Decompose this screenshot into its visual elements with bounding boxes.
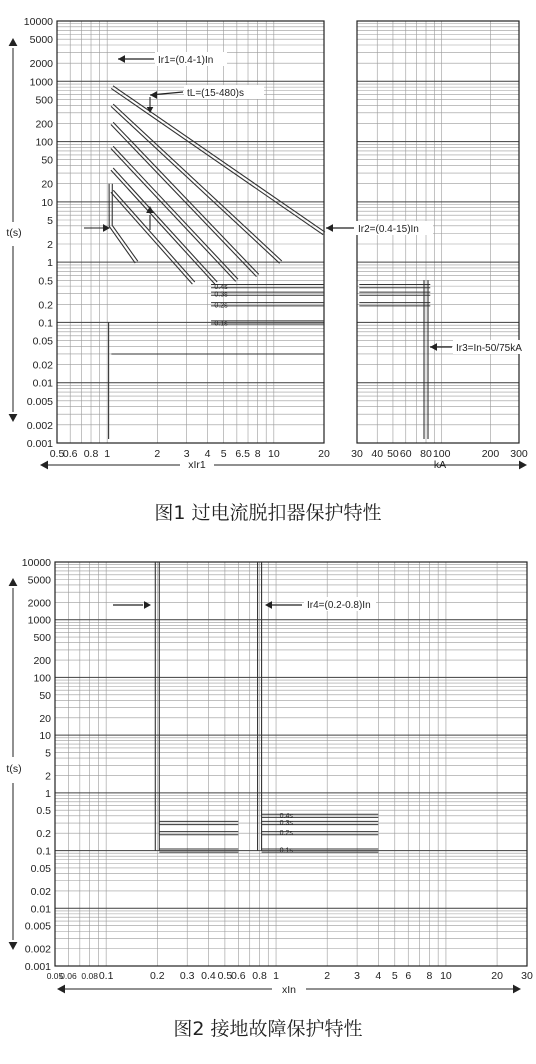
y-tick-label: 0.02: [30, 885, 51, 898]
delay-label: 0.3s: [214, 291, 228, 299]
annotation-ir2: Ir2=(0.4-15)In: [358, 224, 419, 235]
x-tick-label: 200: [481, 448, 500, 460]
y-tick-label: 50: [41, 154, 53, 167]
arrowhead-icon: [150, 91, 157, 99]
long-delay-band-inner: [111, 170, 215, 284]
x-tick-label: 6.5: [235, 448, 250, 460]
y-axis-label: t(s): [6, 763, 22, 775]
y-tick-label: 1000: [29, 76, 53, 89]
annotation-ir4: Ir4=(0.2-0.8)In: [307, 600, 371, 611]
x-tick-label: 60: [399, 448, 412, 460]
y-tick-label: 20: [41, 178, 53, 191]
y-tick-label: 10000: [23, 16, 53, 28]
y-tick-label: 1000: [27, 614, 51, 627]
y-tick-label: 0.005: [24, 920, 51, 933]
x-tick-label: 10: [267, 448, 280, 460]
y-tick-label: 0.5: [38, 275, 53, 288]
x-tick-label: 0.05: [46, 971, 64, 981]
delay-label: 0.2s: [279, 830, 293, 838]
y-tick-label: 0.2: [36, 828, 51, 841]
x-axis-label: kA: [433, 459, 447, 471]
y-tick-label: 0.02: [32, 359, 53, 372]
x-tick-label: 0.06: [60, 971, 77, 981]
x-tick-label: 40: [371, 448, 384, 460]
y-tick-label: 0.002: [24, 943, 51, 956]
y-tick-label: 50: [39, 689, 51, 702]
y-tick-label: 2000: [29, 58, 53, 71]
y-tick-label: 0.2: [38, 299, 53, 312]
delay-label: 0.1s: [279, 847, 293, 855]
arrowhead-icon: [9, 38, 18, 46]
x-tick-label: 5: [391, 970, 398, 982]
x-tick-label: 0.8: [252, 970, 267, 982]
x-tick-label: 20: [491, 970, 503, 982]
x-axis-label: xIn: [281, 984, 297, 996]
delay-label: 0.4s: [279, 812, 293, 820]
y-tick-label: 0.002: [26, 419, 53, 432]
x-tick-label: 0.8: [83, 448, 99, 460]
figure1-chart: [6, 16, 533, 471]
figure1-caption: 图1 过电流脱扣器保护特性: [154, 502, 382, 524]
long-delay-band-inner: [111, 106, 280, 263]
long-delay-band-inner: [111, 88, 323, 234]
arrowhead-icon: [519, 461, 527, 470]
arrowhead-icon: [57, 985, 65, 994]
long-delay-band-outer: [113, 104, 282, 261]
x-tick-label: 3: [354, 970, 361, 982]
x-tick-label: 20: [318, 448, 330, 460]
delay-label: 0.2s: [214, 302, 228, 310]
y-tick-label: 0.5: [36, 805, 51, 818]
annotation-ir1: Ir1=(0.4-1)In: [158, 55, 214, 66]
annotation-tl: tL=(15-480)s: [187, 88, 244, 99]
arrowhead-icon: [118, 55, 125, 63]
x-tick-label: 1: [273, 970, 279, 982]
y-tick-label: 0.05: [32, 335, 53, 348]
x-tick-label: 300: [510, 448, 528, 460]
x-tick-label: 30: [351, 448, 363, 460]
y-tick-label: 0.05: [30, 862, 51, 875]
arrowhead-icon: [430, 343, 437, 351]
y-tick-label: 1: [47, 257, 53, 270]
y-tick-label: 5000: [29, 34, 53, 47]
arrowhead-icon: [9, 942, 18, 950]
x-axis-label: xIr1: [188, 459, 206, 471]
long-delay-band-inner: [111, 192, 192, 284]
figure2-caption: 图2 接地故障保护特性: [173, 1018, 363, 1040]
y-tick-label: 1: [45, 787, 51, 800]
y-axis-label: t(s): [6, 227, 22, 239]
long-delay-band-outer: [113, 86, 325, 232]
y-tick-label: 200: [35, 118, 53, 131]
y-tick-label: 0.1: [36, 845, 51, 858]
y-tick-label: 500: [35, 94, 53, 107]
long-delay-band: [111, 86, 325, 235]
x-tick-label: 30: [521, 970, 533, 982]
x-tick-label: 8: [426, 970, 433, 982]
x-tick-label: 0.5: [217, 970, 233, 982]
x-tick-label: 0.08: [81, 971, 98, 981]
arrowhead-icon: [513, 985, 521, 994]
long-delay-band: [111, 190, 195, 284]
y-tick-label: 2: [45, 770, 51, 783]
y-tick-label: 0.001: [26, 438, 53, 450]
x-tick-label: 8: [254, 448, 261, 460]
x-tick-label: 4: [375, 970, 382, 982]
x-tick-label: 50: [387, 448, 399, 460]
x-tick-label: 0.5: [49, 448, 65, 460]
y-tick-label: 5: [47, 215, 53, 228]
y-tick-label: 2: [47, 238, 53, 251]
arrowhead-icon: [9, 578, 18, 586]
x-tick-label: 0.4: [201, 970, 216, 982]
x-tick-label: 10: [440, 970, 452, 982]
y-tick-label: 0.01: [32, 377, 53, 390]
y-tick-label: 10000: [21, 557, 51, 569]
y-tick-label: 10: [41, 196, 53, 209]
x-tick-label: 0.6: [231, 970, 246, 982]
y-tick-label: 0.001: [24, 961, 51, 973]
x-tick-label: 2: [324, 970, 331, 982]
arrowhead-icon: [40, 461, 48, 470]
arrowhead-icon: [9, 414, 18, 422]
delay-label: 0.1s: [214, 320, 228, 328]
x-tick-label: 5: [220, 448, 227, 460]
x-tick-label: 6: [405, 970, 412, 982]
y-tick-label: 0.01: [30, 903, 51, 916]
x-tick-label: 3: [183, 448, 190, 460]
x-tick-label: 2: [154, 448, 161, 460]
x-tick-label: 0.3: [179, 970, 195, 982]
x-tick-label: 0.1: [98, 970, 114, 982]
y-tick-label: 5: [45, 747, 51, 760]
figure2-chart: [6, 557, 533, 996]
y-tick-label: 0.1: [38, 317, 53, 330]
x-tick-label: 1: [104, 448, 111, 460]
y-tick-label: 5000: [27, 574, 51, 587]
y-tick-label: 10: [39, 730, 51, 743]
y-tick-label: 100: [33, 672, 51, 685]
y-tick-label: 500: [33, 632, 51, 645]
y-tick-label: 20: [39, 712, 51, 725]
figure1-panel-2: [351, 21, 528, 460]
x-tick-label: 100: [432, 448, 451, 460]
x-tick-label: 80: [420, 448, 432, 460]
delay-label: 0.3s: [279, 820, 293, 828]
annotation-ir3: Ir3=In-50/75kA: [456, 343, 522, 354]
delay-label: 0.4s: [214, 284, 228, 292]
y-tick-label: 2000: [27, 597, 51, 610]
x-tick-label: 4: [204, 448, 211, 460]
arrowhead-icon: [326, 224, 333, 232]
x-tick-label: 0.2: [149, 970, 165, 982]
y-tick-label: 0.005: [26, 395, 53, 408]
y-tick-label: 200: [33, 655, 51, 668]
x-tick-label: 0.6: [62, 448, 78, 460]
y-tick-label: 100: [35, 136, 53, 149]
